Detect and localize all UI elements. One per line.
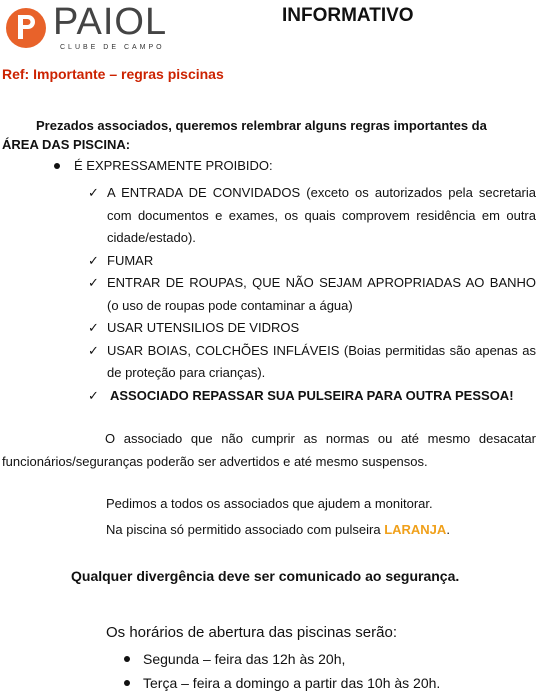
rule-text: FUMAR xyxy=(107,252,154,268)
bullet-icon xyxy=(124,656,130,662)
rules-list xyxy=(88,182,536,407)
rule-item xyxy=(88,317,536,340)
rule-item xyxy=(88,385,536,408)
rule-text: USAR UTENSILIOS DE VIDROS xyxy=(107,320,300,335)
bullet-icon xyxy=(124,680,130,686)
logo-p-icon xyxy=(15,13,37,41)
checkmark-icon: ✓ xyxy=(88,342,99,358)
logo-name: PAIOL xyxy=(53,1,168,43)
hours-text: Segunda – feira das 12h às 20h, xyxy=(143,651,346,667)
rule-text: ASSOCIADO REPASSAR SUA PULSEIRA PARA OUTRA PESSOA! xyxy=(110,387,514,403)
rule-item xyxy=(88,272,536,317)
intro-line-2: ÁREA DAS PISCINA: xyxy=(2,137,131,152)
reference-line: Ref: Importante – regras piscinas xyxy=(2,66,224,82)
intro-paragraph xyxy=(2,116,522,154)
checkmark-icon: ✓ xyxy=(88,252,99,268)
hours-list xyxy=(124,647,440,695)
warning-paragraph xyxy=(2,428,536,473)
club-logo xyxy=(2,2,172,54)
wristband-suffix: . xyxy=(446,522,450,537)
rule-text: A ENTRADA DE CONVIDADOS (exceto os autorizados pela secretaria com documentos e exames, os quais comprovem residência em outra cidade/estado). xyxy=(107,185,536,245)
checkmark-icon: ✓ xyxy=(88,185,99,200)
monitor-paragraph: Pedimos a todos os associados que ajudem a monitorar. xyxy=(106,496,433,511)
logo-subtitle: CLUBE DE CAMPO xyxy=(60,44,165,51)
wristband-paragraph xyxy=(106,519,536,542)
rule-text: USAR BOIAS, COLCHÕES INFLÁVEIS (Boias permitidas são apenas as de proteção para crianças). xyxy=(107,342,536,380)
rule-item xyxy=(88,250,536,273)
prohibited-heading-text: É EXPRESSAMENTE PROIBIDO: xyxy=(74,158,273,173)
intro-line-1: Prezados associados, queremos relembrar alguns regras importantes da xyxy=(36,118,487,133)
document-title: INFORMATIVO xyxy=(282,5,414,26)
hours-item xyxy=(124,647,440,671)
wristband-color: LARANJA xyxy=(384,522,447,537)
security-alert: Qualquer divergência deve ser comunicado ao segurança. xyxy=(71,568,460,584)
checkmark-icon: ✓ xyxy=(88,387,99,403)
warning-text: O associado que não cumprir as normas ou até mesmo desacatar funcionários/seguranças poderão ser advertidos e até mesmo suspensos. xyxy=(2,431,536,469)
rule-text: ENTRAR DE ROUPAS, QUE NÃO SEJAM APROPRIADAS AO BANHO (o uso de roupas pode contaminar a água) xyxy=(107,275,536,313)
hours-text: Terça – feira a domingo a partir das 10h às 20h. xyxy=(143,675,441,691)
checkmark-icon: ✓ xyxy=(88,275,99,290)
hours-item xyxy=(124,671,440,695)
rule-item xyxy=(88,340,536,385)
checkmark-icon: ✓ xyxy=(88,320,99,335)
wristband-prefix: Na piscina só permitido associado com pulseira xyxy=(106,522,385,537)
hours-title: Os horários de abertura das piscinas serão: xyxy=(106,624,397,641)
bullet-icon xyxy=(54,163,60,169)
rule-item xyxy=(88,182,536,250)
logo-mark-icon xyxy=(6,8,46,48)
prohibited-heading xyxy=(54,158,273,173)
